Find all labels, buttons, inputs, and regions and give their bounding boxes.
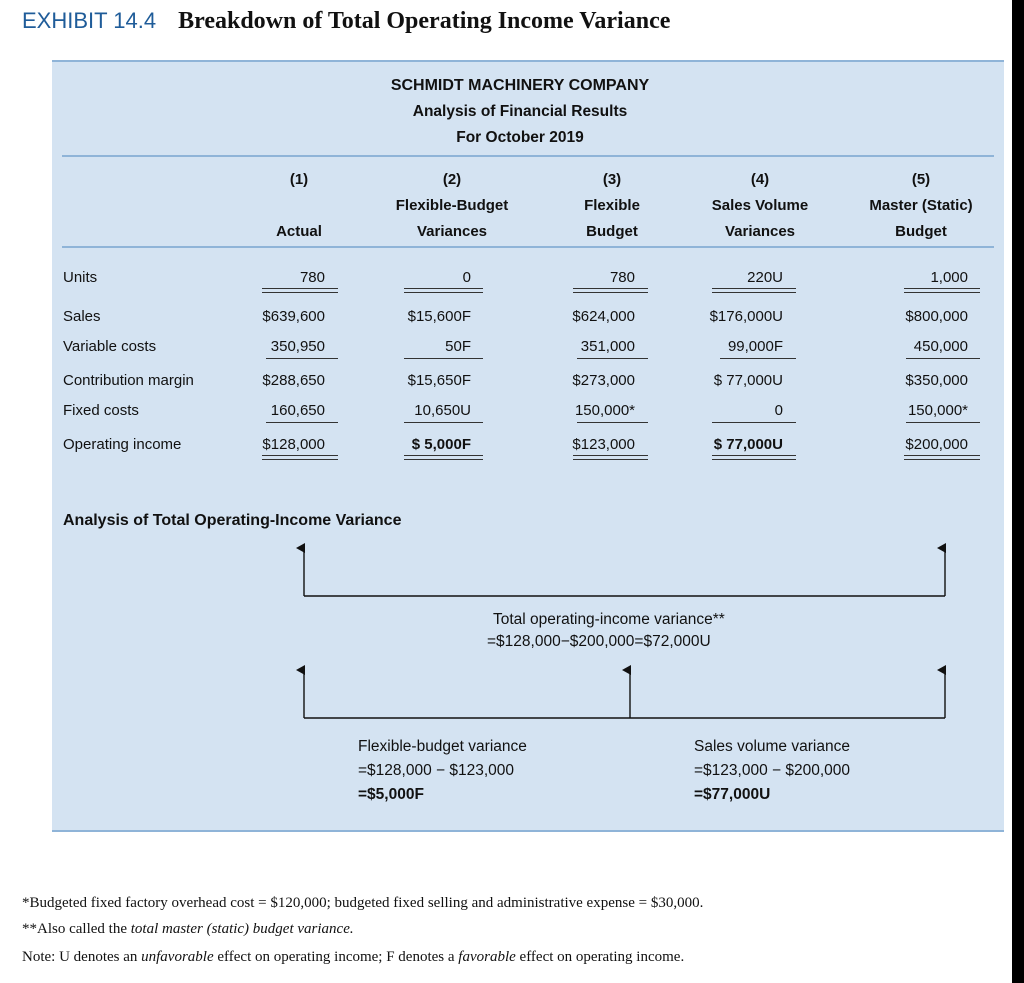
total-variance-label: Total operating-income variance** xyxy=(493,611,725,628)
cell-units-sv-variance: 220U xyxy=(747,269,783,286)
cell-fixed-master: 150,000* xyxy=(907,402,968,419)
col3-number: (3) xyxy=(602,171,622,188)
report-period: For October 2019 xyxy=(456,129,584,146)
cell-units-master: 1,000 xyxy=(930,269,968,286)
sales-volume-variance-formula: =$123,000 − $200,000 xyxy=(694,762,851,779)
cell-sales-sv-variance: $176,000U xyxy=(709,308,783,325)
cell-sales-fb-variance: $15,600F xyxy=(407,308,471,325)
analysis-title: Analysis of Total Operating-Income Variance xyxy=(63,512,402,529)
total-variance-formula: =$128,000−$200,000=$72,000U xyxy=(487,633,711,650)
cell-sales-master: $800,000 xyxy=(905,308,968,325)
report-subtitle: Analysis of Financial Results xyxy=(412,103,628,120)
cell-sales-actual: $639,600 xyxy=(262,308,325,325)
flexible-variance-label: Flexible-budget variance xyxy=(358,738,527,755)
col2-number: (2) xyxy=(442,171,462,188)
cell-fixed-fb-variance: 10,650U xyxy=(414,402,471,419)
component-variance-bracket xyxy=(304,670,945,718)
company-name: SCHMIDT MACHINERY COMPANY xyxy=(390,77,650,94)
cell-units-flexible: 780 xyxy=(609,269,635,286)
footnote-2-emphasis: total master (static) budget variance. xyxy=(130,921,354,937)
cell-varcost-fb-variance: 50F xyxy=(445,338,471,355)
col5-label-line2: Budget xyxy=(895,223,947,240)
sales-volume-variance-result: =$77,000U xyxy=(694,786,771,803)
col5-label-line1: Master (Static) xyxy=(869,197,973,214)
cell-oi-fb-variance: $ 5,000F xyxy=(411,436,471,453)
cell-cm-actual: $288,650 xyxy=(262,372,325,389)
col1-number: (1) xyxy=(289,171,309,188)
col3-label-line1: Flexible xyxy=(584,197,640,214)
cell-varcost-sv-variance: 99,000F xyxy=(727,338,783,355)
footnote-2-text: **Also called the xyxy=(22,921,131,937)
total-variance-bracket xyxy=(304,548,945,596)
row-label-sales: Sales xyxy=(63,308,101,325)
footnote-3-part1: Note: U denotes an xyxy=(22,949,142,965)
row-label-variable-costs: Variable costs xyxy=(63,338,157,355)
cell-fixed-flexible: 150,000* xyxy=(574,402,635,419)
cell-varcost-actual: 350,950 xyxy=(270,338,325,355)
col4-label-line2: Variances xyxy=(724,223,796,240)
cell-oi-flexible: $123,000 xyxy=(572,436,635,453)
sales-volume-variance-label: Sales volume variance xyxy=(694,738,850,755)
row-label-fixed-costs: Fixed costs xyxy=(63,402,139,419)
cell-cm-sv-variance: $ 77,000U xyxy=(713,372,783,389)
exhibit-label: EXHIBIT 14.4 xyxy=(22,8,157,33)
cell-varcost-flexible: 351,000 xyxy=(580,338,635,355)
col1-label: Actual xyxy=(276,223,322,240)
cell-varcost-master: 450,000 xyxy=(913,338,968,355)
cell-cm-fb-variance: $15,650F xyxy=(407,372,471,389)
col2-label-line1: Flexible-Budget xyxy=(395,197,509,214)
cell-cm-master: $350,000 xyxy=(905,372,968,389)
col4-label-line1: Sales Volume xyxy=(711,197,809,214)
col2-label-line2: Variances xyxy=(416,223,488,240)
footnote-total-variance xyxy=(22,921,354,938)
flexible-variance-result: =$5,000F xyxy=(358,786,424,803)
cell-sales-flexible: $624,000 xyxy=(572,308,635,325)
row-label-operating-income: Operating income xyxy=(63,436,182,453)
cell-units-fb-variance: 0 xyxy=(462,269,471,286)
footnote-3-part3: effect on operating income. xyxy=(515,949,685,965)
footnote-note xyxy=(22,949,684,966)
row-label-units: Units xyxy=(63,269,98,286)
col4-number: (4) xyxy=(750,171,770,188)
footnote-fixed-cost: *Budgeted fixed factory overhead cost = $120,000; budgeted fixed selling and administrative expense = $30,000. xyxy=(22,895,704,911)
cell-fixed-sv-variance: 0 xyxy=(774,402,783,419)
col3-label-line2: Budget xyxy=(586,223,638,240)
cell-units-actual: 780 xyxy=(299,269,325,286)
cell-fixed-actual: 160,650 xyxy=(270,402,325,419)
col5-number: (5) xyxy=(911,171,931,188)
footnote-3-favorable: favorable xyxy=(458,949,516,965)
footnote-3-part2: effect on operating income; F denotes a xyxy=(213,949,459,965)
exhibit-heading: Breakdown of Total Operating Income Variance xyxy=(178,8,671,34)
cell-cm-flexible: $273,000 xyxy=(572,372,635,389)
cell-oi-master: $200,000 xyxy=(905,436,968,453)
cell-oi-sv-variance: $ 77,000U xyxy=(713,436,783,453)
cell-oi-actual: $128,000 xyxy=(262,436,325,453)
footnote-3-unfavorable: unfavorable xyxy=(141,949,214,965)
row-label-contribution-margin: Contribution margin xyxy=(63,372,194,389)
flexible-variance-formula: =$128,000 − $123,000 xyxy=(358,762,515,779)
